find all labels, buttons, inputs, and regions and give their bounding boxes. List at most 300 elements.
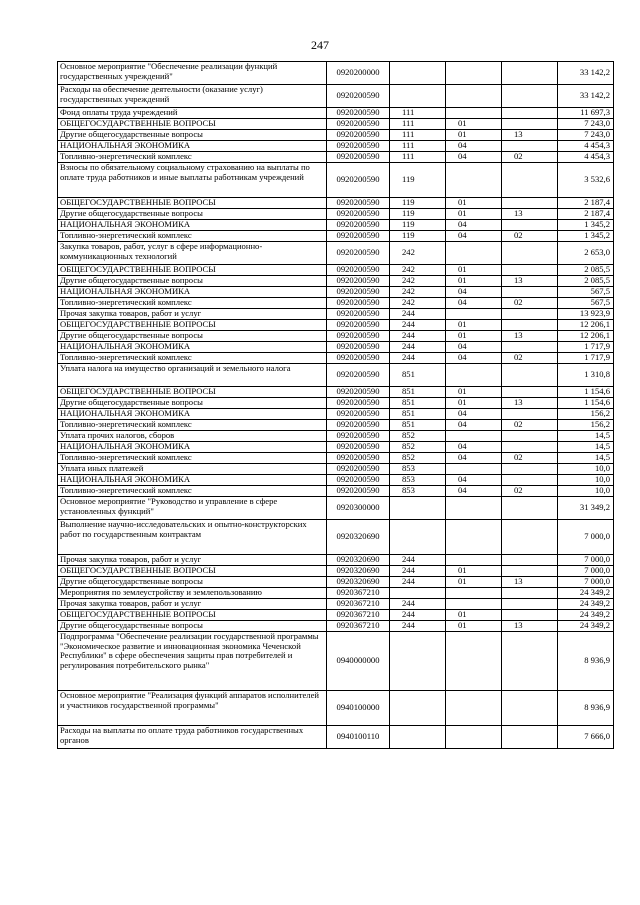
row-section bbox=[446, 108, 502, 119]
row-expense-type: 111 bbox=[390, 130, 446, 141]
row-section: 01 bbox=[446, 276, 502, 287]
row-name: Основное мероприятие "Руководство и управление в сфере установленных функций" bbox=[58, 497, 327, 520]
row-amount: 12 206,1 bbox=[558, 320, 614, 331]
table-row bbox=[58, 621, 614, 632]
row-target-code: 0920200590 bbox=[327, 276, 390, 287]
row-amount: 2 187,4 bbox=[558, 198, 614, 209]
table-row bbox=[58, 387, 614, 398]
table-row bbox=[58, 431, 614, 442]
row-expense-type: 244 bbox=[390, 610, 446, 621]
table-row bbox=[58, 520, 614, 555]
row-name: Другие общегосударственные вопросы bbox=[58, 621, 327, 632]
row-target-code: 0920367210 bbox=[327, 621, 390, 632]
row-expense-type: 244 bbox=[390, 621, 446, 632]
row-expense-type: 244 bbox=[390, 555, 446, 566]
table-row bbox=[58, 555, 614, 566]
row-expense-type: 852 bbox=[390, 453, 446, 464]
row-subsection bbox=[502, 119, 558, 130]
row-expense-type: 852 bbox=[390, 442, 446, 453]
row-expense-type: 851 bbox=[390, 387, 446, 398]
row-target-code: 0920200590 bbox=[327, 442, 390, 453]
row-section: 04 bbox=[446, 152, 502, 163]
row-section: 01 bbox=[446, 566, 502, 577]
row-target-code: 0920200590 bbox=[327, 163, 390, 198]
row-section: 01 bbox=[446, 577, 502, 588]
row-name: НАЦИОНАЛЬНАЯ ЭКОНОМИКА bbox=[58, 287, 327, 298]
row-expense-type: 244 bbox=[390, 599, 446, 610]
row-amount: 1 154,6 bbox=[558, 398, 614, 409]
table-row bbox=[58, 577, 614, 588]
row-target-code: 0920200590 bbox=[327, 198, 390, 209]
row-subsection bbox=[502, 610, 558, 621]
row-target-code: 0920200590 bbox=[327, 209, 390, 220]
row-target-code: 0920200590 bbox=[327, 320, 390, 331]
row-name: Закупка товаров, работ, услуг в сфере информационно-коммуникационных технологий bbox=[58, 242, 327, 265]
row-target-code: 0920320690 bbox=[327, 520, 390, 555]
table-row bbox=[58, 265, 614, 276]
row-subsection: 02 bbox=[502, 298, 558, 309]
row-subsection: 13 bbox=[502, 209, 558, 220]
row-name: Топливно-энергетический комплекс bbox=[58, 152, 327, 163]
row-target-code: 0920320690 bbox=[327, 566, 390, 577]
row-target-code: 0940100000 bbox=[327, 691, 390, 726]
row-subsection bbox=[502, 320, 558, 331]
table-row bbox=[58, 497, 614, 520]
row-expense-type bbox=[390, 632, 446, 691]
row-name: Выполнение научно-исследовательских и опытно-конструкторских работ по государственным контрактам bbox=[58, 520, 327, 555]
row-amount: 8 936,9 bbox=[558, 691, 614, 726]
row-target-code: 0920200590 bbox=[327, 265, 390, 276]
row-section: 01 bbox=[446, 398, 502, 409]
row-name: НАЦИОНАЛЬНАЯ ЭКОНОМИКА bbox=[58, 442, 327, 453]
row-expense-type: 111 bbox=[390, 152, 446, 163]
table-row bbox=[58, 130, 614, 141]
table-row bbox=[58, 726, 614, 749]
row-amount: 567,5 bbox=[558, 287, 614, 298]
row-section: 01 bbox=[446, 610, 502, 621]
row-section bbox=[446, 62, 502, 85]
row-expense-type bbox=[390, 726, 446, 749]
row-section bbox=[446, 309, 502, 320]
table-row bbox=[58, 691, 614, 726]
row-subsection bbox=[502, 85, 558, 108]
row-section: 01 bbox=[446, 130, 502, 141]
row-name: Фонд оплаты труда учреждений bbox=[58, 108, 327, 119]
table-row bbox=[58, 486, 614, 497]
row-amount: 1 154,6 bbox=[558, 387, 614, 398]
row-name: Топливно-энергетический комплекс bbox=[58, 353, 327, 364]
row-subsection bbox=[502, 198, 558, 209]
row-name: Другие общегосударственные вопросы bbox=[58, 276, 327, 287]
row-expense-type: 853 bbox=[390, 486, 446, 497]
row-amount: 567,5 bbox=[558, 298, 614, 309]
row-amount: 1 717,9 bbox=[558, 342, 614, 353]
row-section bbox=[446, 691, 502, 726]
row-section: 04 bbox=[446, 298, 502, 309]
row-amount: 3 532,6 bbox=[558, 163, 614, 198]
row-name: Прочая закупка товаров, работ и услуг bbox=[58, 309, 327, 320]
row-expense-type: 851 bbox=[390, 420, 446, 431]
budget-table-body bbox=[58, 62, 614, 749]
row-amount: 14,5 bbox=[558, 453, 614, 464]
row-target-code: 0920200590 bbox=[327, 398, 390, 409]
page-number: 247 bbox=[311, 38, 329, 52]
row-expense-type: 119 bbox=[390, 220, 446, 231]
row-target-code: 0920200590 bbox=[327, 475, 390, 486]
table-row bbox=[58, 119, 614, 130]
table-row bbox=[58, 287, 614, 298]
row-name: Прочая закупка товаров, работ и услуг bbox=[58, 599, 327, 610]
row-section: 01 bbox=[446, 209, 502, 220]
row-subsection bbox=[502, 520, 558, 555]
row-amount: 14,5 bbox=[558, 442, 614, 453]
row-target-code: 0920320690 bbox=[327, 555, 390, 566]
row-section: 04 bbox=[446, 475, 502, 486]
row-section: 01 bbox=[446, 265, 502, 276]
row-subsection bbox=[502, 364, 558, 387]
row-amount: 33 142,2 bbox=[558, 85, 614, 108]
table-row bbox=[58, 198, 614, 209]
row-expense-type: 851 bbox=[390, 398, 446, 409]
table-row bbox=[58, 442, 614, 453]
row-subsection bbox=[502, 387, 558, 398]
row-target-code: 0920200590 bbox=[327, 353, 390, 364]
row-expense-type: 119 bbox=[390, 163, 446, 198]
table-row bbox=[58, 453, 614, 464]
row-target-code: 0920200590 bbox=[327, 119, 390, 130]
row-name: Топливно-энергетический комплекс bbox=[58, 420, 327, 431]
row-section bbox=[446, 431, 502, 442]
row-amount: 7 000,0 bbox=[558, 520, 614, 555]
table-row bbox=[58, 566, 614, 577]
row-name: НАЦИОНАЛЬНАЯ ЭКОНОМИКА bbox=[58, 342, 327, 353]
row-expense-type bbox=[390, 85, 446, 108]
row-expense-type: 244 bbox=[390, 309, 446, 320]
row-target-code: 0920367210 bbox=[327, 599, 390, 610]
row-name: Уплата прочих налогов, сборов bbox=[58, 431, 327, 442]
table-row bbox=[58, 141, 614, 152]
row-expense-type: 244 bbox=[390, 320, 446, 331]
row-amount: 7 666,0 bbox=[558, 726, 614, 749]
table-row bbox=[58, 108, 614, 119]
row-subsection bbox=[502, 555, 558, 566]
row-section: 04 bbox=[446, 220, 502, 231]
row-amount: 2 085,5 bbox=[558, 265, 614, 276]
row-section bbox=[446, 726, 502, 749]
row-expense-type: 244 bbox=[390, 331, 446, 342]
row-name: ОБЩЕГОСУДАРСТВЕННЫЕ ВОПРОСЫ bbox=[58, 387, 327, 398]
table-row bbox=[58, 475, 614, 486]
budget-table bbox=[57, 61, 614, 749]
row-name: НАЦИОНАЛЬНАЯ ЭКОНОМИКА bbox=[58, 409, 327, 420]
row-name: Другие общегосударственные вопросы bbox=[58, 209, 327, 220]
row-subsection bbox=[502, 163, 558, 198]
row-expense-type: 851 bbox=[390, 409, 446, 420]
row-name: Топливно-энергетический комплекс bbox=[58, 298, 327, 309]
row-section: 04 bbox=[446, 420, 502, 431]
row-name: Основное мероприятие "Обеспечение реализации функций государственных учреждений" bbox=[58, 62, 327, 85]
row-amount: 2 187,4 bbox=[558, 209, 614, 220]
row-amount: 10,0 bbox=[558, 486, 614, 497]
row-target-code: 0920200590 bbox=[327, 242, 390, 265]
row-section bbox=[446, 555, 502, 566]
row-section: 01 bbox=[446, 387, 502, 398]
table-row bbox=[58, 220, 614, 231]
row-subsection: 13 bbox=[502, 577, 558, 588]
row-name: Расходы на обеспечение деятельности (оказание услуг) государственных учреждений bbox=[58, 85, 327, 108]
row-amount: 156,2 bbox=[558, 420, 614, 431]
row-name: ОБЩЕГОСУДАРСТВЕННЫЕ ВОПРОСЫ bbox=[58, 610, 327, 621]
row-target-code: 0920200590 bbox=[327, 420, 390, 431]
table-row bbox=[58, 409, 614, 420]
row-section bbox=[446, 588, 502, 599]
table-row bbox=[58, 152, 614, 163]
table-row bbox=[58, 342, 614, 353]
row-target-code: 0920200590 bbox=[327, 309, 390, 320]
row-expense-type: 851 bbox=[390, 364, 446, 387]
row-target-code: 0920200590 bbox=[327, 331, 390, 342]
row-name: Основное мероприятие "Реализация функций аппаратов исполнителей и участников государственной программы" bbox=[58, 691, 327, 726]
row-name: Другие общегосударственные вопросы bbox=[58, 577, 327, 588]
row-subsection: 02 bbox=[502, 453, 558, 464]
row-section bbox=[446, 520, 502, 555]
row-subsection: 02 bbox=[502, 486, 558, 497]
table-row bbox=[58, 331, 614, 342]
row-section bbox=[446, 599, 502, 610]
row-section: 04 bbox=[446, 353, 502, 364]
row-subsection bbox=[502, 442, 558, 453]
table-row bbox=[58, 320, 614, 331]
row-amount: 24 349,2 bbox=[558, 599, 614, 610]
row-name: Подпрограмма "Обеспечение реализации государственной программы "Экономическое развитие и инновационная экономика Чеченской Республики" в сфере обеспечения защиты прав потребителей и регулирования потребительского рынка" bbox=[58, 632, 327, 691]
row-target-code: 0940000000 bbox=[327, 632, 390, 691]
row-subsection: 13 bbox=[502, 276, 558, 287]
row-subsection: 02 bbox=[502, 420, 558, 431]
row-expense-type: 852 bbox=[390, 431, 446, 442]
row-expense-type bbox=[390, 588, 446, 599]
row-amount: 2 085,5 bbox=[558, 276, 614, 287]
row-subsection bbox=[502, 409, 558, 420]
row-name: ОБЩЕГОСУДАРСТВЕННЫЕ ВОПРОСЫ bbox=[58, 320, 327, 331]
row-amount: 12 206,1 bbox=[558, 331, 614, 342]
row-subsection bbox=[502, 342, 558, 353]
row-name: Расходы на выплаты по оплате труда работников государственных органов bbox=[58, 726, 327, 749]
row-amount: 24 349,2 bbox=[558, 610, 614, 621]
row-target-code: 0920300000 bbox=[327, 497, 390, 520]
row-amount: 10,0 bbox=[558, 464, 614, 475]
row-expense-type: 111 bbox=[390, 141, 446, 152]
row-subsection bbox=[502, 497, 558, 520]
row-subsection bbox=[502, 108, 558, 119]
row-subsection bbox=[502, 726, 558, 749]
table-row bbox=[58, 85, 614, 108]
row-target-code: 0920200590 bbox=[327, 220, 390, 231]
row-section: 01 bbox=[446, 331, 502, 342]
row-section bbox=[446, 364, 502, 387]
row-amount: 7 000,0 bbox=[558, 566, 614, 577]
row-amount: 13 923,9 bbox=[558, 309, 614, 320]
row-target-code: 0920200590 bbox=[327, 431, 390, 442]
row-subsection: 13 bbox=[502, 331, 558, 342]
table-row bbox=[58, 420, 614, 431]
row-subsection bbox=[502, 242, 558, 265]
row-amount: 31 349,2 bbox=[558, 497, 614, 520]
row-target-code: 0940100110 bbox=[327, 726, 390, 749]
row-expense-type: 119 bbox=[390, 198, 446, 209]
row-name: Топливно-энергетический комплекс bbox=[58, 231, 327, 242]
row-amount: 14,5 bbox=[558, 431, 614, 442]
row-name: НАЦИОНАЛЬНАЯ ЭКОНОМИКА bbox=[58, 475, 327, 486]
row-amount: 8 936,9 bbox=[558, 632, 614, 691]
row-name: Мероприятия по землеустройству и землепользованию bbox=[58, 588, 327, 599]
row-subsection bbox=[502, 141, 558, 152]
table-row bbox=[58, 276, 614, 287]
row-target-code: 0920200590 bbox=[327, 409, 390, 420]
row-subsection bbox=[502, 431, 558, 442]
row-subsection bbox=[502, 691, 558, 726]
row-target-code: 0920200590 bbox=[327, 342, 390, 353]
row-name: Взносы по обязательному социальному страхованию на выплаты по оплате труда работников и иные выплаты работникам учреждений bbox=[58, 163, 327, 198]
row-name: Другие общегосударственные вопросы bbox=[58, 398, 327, 409]
row-amount: 11 697,3 bbox=[558, 108, 614, 119]
row-subsection bbox=[502, 309, 558, 320]
row-expense-type: 242 bbox=[390, 265, 446, 276]
row-amount: 24 349,2 bbox=[558, 621, 614, 632]
row-section: 01 bbox=[446, 621, 502, 632]
row-section: 04 bbox=[446, 486, 502, 497]
row-section: 04 bbox=[446, 342, 502, 353]
table-row bbox=[58, 364, 614, 387]
row-subsection bbox=[502, 632, 558, 691]
row-target-code: 0920200000 bbox=[327, 62, 390, 85]
table-row bbox=[58, 599, 614, 610]
row-expense-type: 244 bbox=[390, 342, 446, 353]
row-target-code: 0920200590 bbox=[327, 152, 390, 163]
row-section bbox=[446, 632, 502, 691]
row-target-code: 0920200590 bbox=[327, 287, 390, 298]
row-name: НАЦИОНАЛЬНАЯ ЭКОНОМИКА bbox=[58, 141, 327, 152]
row-expense-type: 244 bbox=[390, 566, 446, 577]
row-name: Уплата иных платежей bbox=[58, 464, 327, 475]
row-amount: 7 000,0 bbox=[558, 555, 614, 566]
row-amount: 24 349,2 bbox=[558, 588, 614, 599]
row-subsection bbox=[502, 599, 558, 610]
row-subsection bbox=[502, 566, 558, 577]
table-row bbox=[58, 353, 614, 364]
row-amount: 33 142,2 bbox=[558, 62, 614, 85]
table-row bbox=[58, 464, 614, 475]
row-expense-type: 242 bbox=[390, 287, 446, 298]
row-name: ОБЩЕГОСУДАРСТВЕННЫЕ ВОПРОСЫ bbox=[58, 265, 327, 276]
row-name: ОБЩЕГОСУДАРСТВЕННЫЕ ВОПРОСЫ bbox=[58, 119, 327, 130]
row-target-code: 0920367210 bbox=[327, 588, 390, 599]
row-section bbox=[446, 497, 502, 520]
row-target-code: 0920200590 bbox=[327, 130, 390, 141]
table-row bbox=[58, 632, 614, 691]
row-subsection bbox=[502, 588, 558, 599]
row-section: 04 bbox=[446, 141, 502, 152]
row-subsection: 02 bbox=[502, 231, 558, 242]
row-expense-type bbox=[390, 62, 446, 85]
row-amount: 156,2 bbox=[558, 409, 614, 420]
row-section: 04 bbox=[446, 409, 502, 420]
row-subsection bbox=[502, 265, 558, 276]
row-name: НАЦИОНАЛЬНАЯ ЭКОНОМИКА bbox=[58, 220, 327, 231]
row-expense-type: 119 bbox=[390, 231, 446, 242]
row-target-code: 0920200590 bbox=[327, 298, 390, 309]
row-section bbox=[446, 464, 502, 475]
row-name: Топливно-энергетический комплекс bbox=[58, 486, 327, 497]
row-subsection: 02 bbox=[502, 353, 558, 364]
row-section: 01 bbox=[446, 198, 502, 209]
row-subsection bbox=[502, 220, 558, 231]
row-section: 01 bbox=[446, 119, 502, 130]
row-amount: 7 243,0 bbox=[558, 119, 614, 130]
table-row bbox=[58, 588, 614, 599]
row-expense-type: 111 bbox=[390, 119, 446, 130]
row-subsection bbox=[502, 62, 558, 85]
row-section bbox=[446, 85, 502, 108]
row-name: Топливно-энергетический комплекс bbox=[58, 453, 327, 464]
row-amount: 4 454,3 bbox=[558, 152, 614, 163]
row-subsection bbox=[502, 475, 558, 486]
row-target-code: 0920200590 bbox=[327, 141, 390, 152]
table-row bbox=[58, 298, 614, 309]
row-expense-type: 242 bbox=[390, 242, 446, 265]
row-expense-type: 853 bbox=[390, 464, 446, 475]
row-amount: 7 243,0 bbox=[558, 130, 614, 141]
row-subsection: 13 bbox=[502, 398, 558, 409]
row-expense-type: 119 bbox=[390, 209, 446, 220]
row-target-code: 0920200590 bbox=[327, 108, 390, 119]
row-subsection: 13 bbox=[502, 621, 558, 632]
table-row bbox=[58, 398, 614, 409]
row-expense-type: 244 bbox=[390, 577, 446, 588]
row-subsection bbox=[502, 464, 558, 475]
table-row bbox=[58, 163, 614, 198]
table-row bbox=[58, 309, 614, 320]
row-section: 01 bbox=[446, 320, 502, 331]
row-section: 04 bbox=[446, 453, 502, 464]
row-subsection: 02 bbox=[502, 152, 558, 163]
row-amount: 1 345,2 bbox=[558, 220, 614, 231]
row-target-code: 0920200590 bbox=[327, 364, 390, 387]
row-expense-type bbox=[390, 691, 446, 726]
row-expense-type bbox=[390, 497, 446, 520]
row-section: 04 bbox=[446, 231, 502, 242]
row-target-code: 0920367210 bbox=[327, 610, 390, 621]
table-row bbox=[58, 610, 614, 621]
row-expense-type: 244 bbox=[390, 353, 446, 364]
row-subsection: 13 bbox=[502, 130, 558, 141]
row-expense-type: 242 bbox=[390, 276, 446, 287]
row-name: Другие общегосударственные вопросы bbox=[58, 331, 327, 342]
row-section: 04 bbox=[446, 442, 502, 453]
row-amount: 1 717,9 bbox=[558, 353, 614, 364]
table-row bbox=[58, 231, 614, 242]
row-name: Прочая закупка товаров, работ и услуг bbox=[58, 555, 327, 566]
row-target-code: 0920200590 bbox=[327, 464, 390, 475]
row-amount: 10,0 bbox=[558, 475, 614, 486]
row-section bbox=[446, 163, 502, 198]
row-target-code: 0920200590 bbox=[327, 387, 390, 398]
row-target-code: 0920320690 bbox=[327, 577, 390, 588]
row-name: Уплата налога на имущество организаций и земельного налога bbox=[58, 364, 327, 387]
row-amount: 4 454,3 bbox=[558, 141, 614, 152]
row-name: Другие общегосударственные вопросы bbox=[58, 130, 327, 141]
row-section bbox=[446, 242, 502, 265]
row-name: ОБЩЕГОСУДАРСТВЕННЫЕ ВОПРОСЫ bbox=[58, 198, 327, 209]
